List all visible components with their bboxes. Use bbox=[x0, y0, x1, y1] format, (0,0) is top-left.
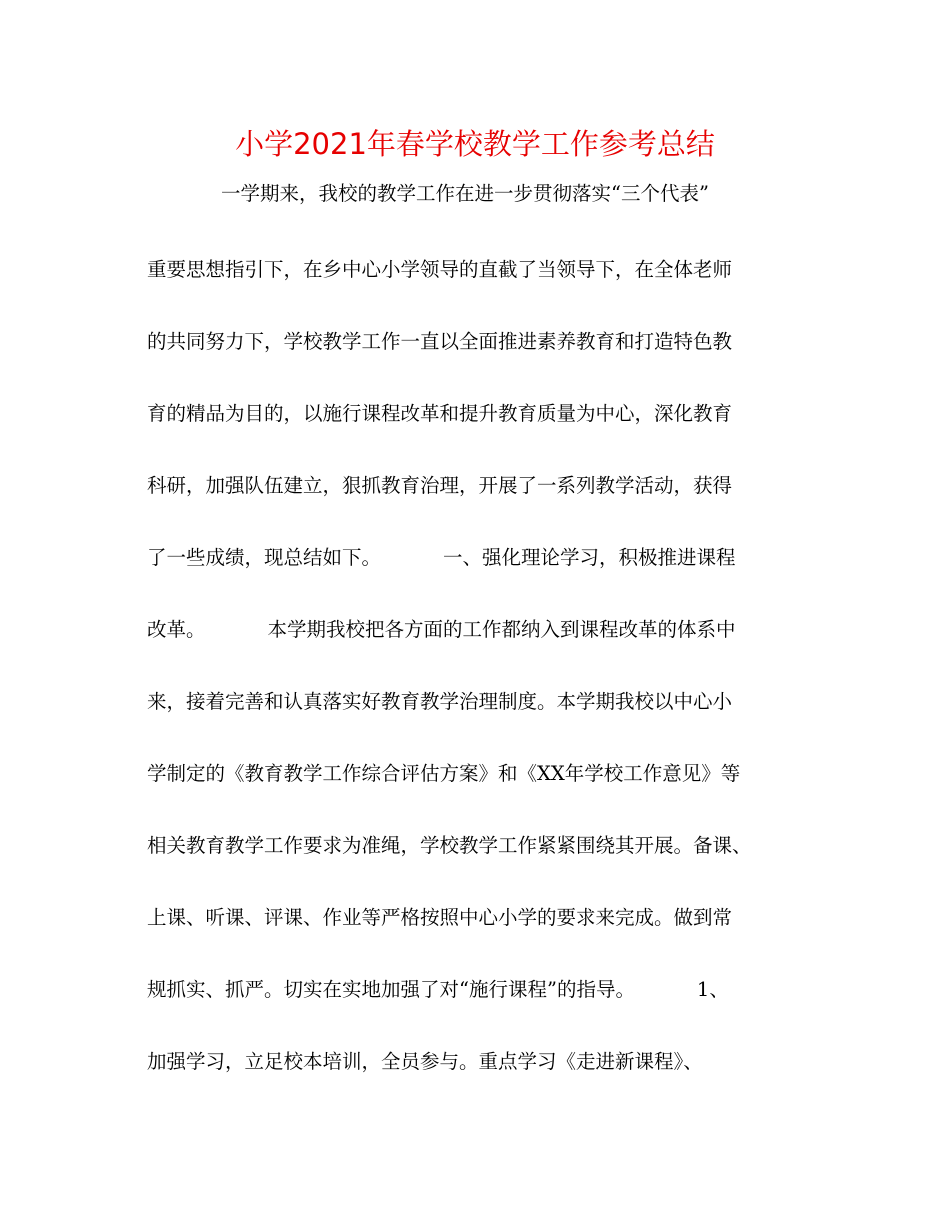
paragraph-line: 规抓实、抓严。切实在实地加强了对“施行课程”的指导。 1、 bbox=[147, 978, 729, 1001]
paragraph-line: 一学期来，我校的教学工作在进一步贯彻落实“三个代表” bbox=[221, 182, 709, 205]
paragraph-line: 相关教育教学工作要求为准绳，学校教学工作紧紧围绕其开展。备课、 bbox=[147, 834, 752, 857]
paragraph-line: 育的精品为目的，以施行课程改革和提升教育质量为中心，深化教育 bbox=[147, 402, 733, 425]
paragraph-line: 学制定的《教育教学工作综合评估方案》和《XX年学校工作意见》等 bbox=[147, 762, 741, 785]
paragraph-line: 科研，加强队伍建立，狠抓教育治理，开展了一系列教学活动，获得 bbox=[147, 474, 733, 497]
paragraph-line: 的共同努力下，学校教学工作一直以全面推进素养教育和打造特色教 bbox=[147, 330, 733, 353]
paragraph-line: 来，接着完善和认真落实好教育教学治理制度。本学期我校以中心小 bbox=[147, 690, 733, 713]
paragraph-line: 加强学习，立足校本培训，全员参与。重点学习《走进新课程》、 bbox=[147, 1050, 703, 1073]
document-title: 小学2021年春学校教学工作参考总结 bbox=[235, 127, 715, 161]
paragraph-line: 了一些成绩，现总结如下。 一、强化理论学习，积极推进课程 bbox=[147, 546, 736, 569]
paragraph-line: 上课、听课、评课、作业等严格按照中心小学的要求来完成。做到常 bbox=[147, 906, 733, 929]
paragraph-line: 改革。 本学期我校把各方面的工作都纳入到课程改革的体系中 bbox=[147, 618, 736, 641]
paragraph-line: 重要思想指引下，在乡中心小学领导的直截了当领导下，在全体老师 bbox=[147, 258, 733, 281]
